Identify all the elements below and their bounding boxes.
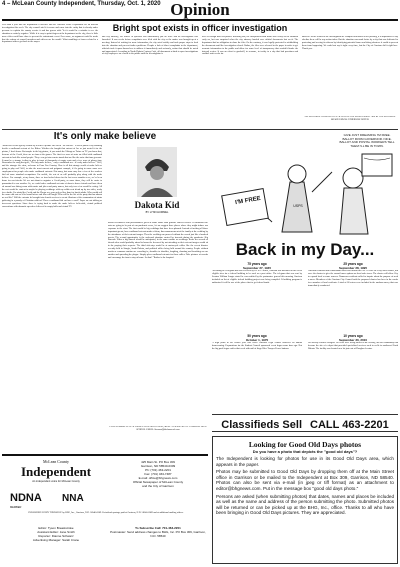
history-entry-2: [212, 334, 302, 410]
history-entry-title: 10 years ago: [343, 334, 363, 338]
history-entry-text: According to a telegram that was received by Dr. B.C. Brink, Garrison was included on the list of eligible sites for a federal building to be used as a post office. The telegram that was sent by Senator William Langer stated he was notified by the postmaster general this morning Garrison included on list of eligible federal building project now being compiled. If building program is authorized it will be one of the places first to get federal funds.: [212, 270, 302, 284]
editorial-col-1: Less than a year into the department's existence and the Garrison Police Department are an internal investigation this week. The city council said it is aware and came into the entity that is already under pressure to explain the county service it and has grown with. Yet it would be a mistake to see the situation as entirely negative. While it is easy to point fingers at the department or the city, there is little more either could have done to prevent the unfortunate event. Even more, an argument could be made that the actions of council members and officers are the model. What rumblings of issues related to a department officer got back to the mayor: [2, 24, 98, 44]
masthead-official-1: Official Newspaper of McLean County: [132, 480, 184, 484]
history-entry-text: Oil activity reached Douglas. No wells were being drilled in the vicinity, but the community had become the site of a depot that provided specialized services used in wells in northwest North Dakota. The facility was located on a lot just east of Douglas elevator.: [308, 342, 398, 350]
editorial-col-4: answers. While results of the investigation are compiled and answers are pending, it is impossible to say whether there will be any action taken. But the situation was made better by a city that was dedicated to protecting and serving its citizens by identifying potential issues and doing whatever it could to prevent them from happening. We could not say it right every time, but the City of Garrison did it right here. Thank you.: [302, 36, 398, 50]
nna-logo: NNA: [62, 493, 84, 504]
old-photos-p3: Persons are asked (when submitting photos) that dates, names and places be included as well as the name and address of the person submitting the photo. Submitted photos will be returned or can be picked up at the BHG, Inc., office. Thanks to all who have been bringing in Good Old Days pictures. They are appreciated.: [216, 493, 394, 516]
history-entry-1: [212, 262, 302, 332]
classifieds-label: Classifieds Sell: [221, 419, 303, 431]
history-headline: Back in my Day...: [235, 240, 375, 259]
staff-editor: Editor: Tyson Breaststroke: [38, 526, 74, 530]
masthead-address-1: 425 Main St. PO Box 309: [141, 460, 175, 464]
column-block: [2, 130, 208, 452]
column-col-1: About two weeks ago my cousin Ry sent me a picture she called "Joe and me." It was a photo of Ry standing beside a cardboard cut-out of Joe Biden. Whether she bought that cut-out of Joe or just rented it for the picture, I don't know. But maybe in the big picture, if you watch the Vikings or Twins on TV you know that, because of the Covid, there are no fans at the games. The first few rows of seats are filled with cardboard cut-outs to look like actual people. They even go into remote stands that are like the noise that fans generate. It must be a strange feeling to play in front of thousands of empty seats and a few rows of phony fans. Remember the song that goes, "It's only make believe," only a cardboard sea... it's only make believe." Well, and the stranger the virus, welcome to Faux Fan Country. How is all this strange world of make believe going to play out? Well, to take the most current and poignant example, if it's going to cause some new employment for people who make cardboard cut-outs. Not many, but some may lose a few of the workers laid off more standard occupations. For awhile, the rest of us will probably play along with the make believe. For example, at my house, three or four locked down for the last seven months or so, we've been home for our friends. We are not about to organize a Covid party, so some times, they will be easier to quarantined to one another. So, we could order cardboard cut-outs of about a dozen friends and have them sit around our dining room with music and jokes and party names, but only two of us would be eating. All the rest would be content to maybe be playing cerbbarge with my soldier-cut friend up by two sides, ready for a battle. I'm afraid the Covid and the Plague are your only sellers than for lunch adults. Who would roll the same odd cuts we'd be board before and who will laugh? Who will be the life of the party that has almost no real life? Will the cut-outs be brought into church services to create illusions of the communion of saints gathering in a parody of Christian soldiers? Does a cardboard kid cut have a soul? Popes are not talking as irreverent questions. Since there is trying hard to make the make believe believable, virtual political conventions with dramatic speeches delivered in empty halls and virtual TV: [2, 145, 102, 209]
classifieds-phone: CALL 463-2201: [310, 419, 389, 431]
history-entry-3: [308, 262, 398, 332]
masthead-fax: Fax: (701) 463-7487: [144, 472, 172, 476]
masthead-subscribe: [110, 526, 206, 538]
history-entry-date: September 27, 1945: [242, 266, 272, 270]
editorial-disclaimer: ALL EDITORIAL OPINIONS THAT APPEAR IN THE INDEPENDENT ARE BY THE EDITORIAL BOARD UNLESS OTHERWISE NOTED.: [304, 116, 396, 121]
history-entry-4: [308, 334, 398, 410]
editorial-headline: Bright spot exists in officer investigation: [112, 23, 288, 33]
history-entry-date: September 30, 2010: [338, 338, 368, 342]
classifieds-banner: [212, 414, 398, 432]
masthead-official-2: and the City of Garrison: [142, 484, 174, 488]
editorial-col-2: and city attorney, the officer in question was immediately put on leave and an investigation was launched. It was weeks before complaints were filed with the city or the matter was brought up at a meeting. Instead of waiting for more information, the city acted swiftly and took proper steps to look into the situation and prevent further problems. Despite a lack of direct complaints to the department, officials took it upon themselves to address it immediately and seriously, action that should be noted and appreciated. According to North Dakota Century Code, all documents related to open investigations of city employees are closed to the public until the investigation is: [102, 36, 198, 56]
masthead-name: Independent: [20, 464, 92, 479]
page-folio: 4 – McLean County Independent, Thursday, Oct. 1, 2020: [2, 1, 161, 7]
old-photos-box: [212, 436, 398, 564]
member-label: MEMBER: [10, 506, 22, 509]
cartoon-tag: USPS: [293, 204, 303, 208]
editorial-col-3: over or enough time has passed. Knowing this, the Independent staff didn't run a story on the situation early on, but was surprised when the city attorney handed over official documents last week. The department had no obligation to share the files. On the contrary, it was legally protected in withholding the documents until the investigation closed. Rather, the files were released to the paper in order to get accurate information to the public and allow for some level of transparency that wouldn't hinder the internal review. It was an effort in goodwill, to reassure, to testify to a city that had questions and couldn't wait weeks for: [202, 36, 298, 56]
page-header: [0, 0, 400, 22]
cartoon-sign: I'M FREE: [234, 195, 262, 207]
masthead-tagline: An independent voice for McLean County: [32, 480, 80, 483]
org-badge-1: [10, 488, 54, 509]
editorial-block: [2, 22, 398, 128]
editorial-cartoon: [212, 132, 398, 240]
column-col-2: award ceremonies with performances given at home rather than genuine concert venues. If cardboard cut-outs are going to be part of our pandemic scene, let me suggest three places where they might induce our exposure to the virus. The first would be big weddings that have been planned. Instead of inviting all those important guests, have cardboard cut-outs made of them, thus announcement of the family at the wedding by the attendance of their cut-out images. Then the wedding can proceed without the crowd just like a hundred guests. The second opportunity is the awkward situation created by funerals during the pandemic. Big funerals. When a big funeral would be anticipated, in the same routine as weddings. Invite the crowds of friends who would probably attend to honor the deceased by not attending so their cut-out images would sit in the praying their respects. The third side-step would be at motorcycle rallies like the recent disaster recently held in Sturgis, South Dakota, and political rallies being held around the country. People without masks or common caution are crowding in, shoulder to shoulder, laughing, shouting and breathing on one another and spreading the plague. Simply place cardboard cut-outs for those rallies. Take pictures of crowds and encourage the fans to stay at home. So that? "Bother is the hospital.: [108, 222, 208, 259]
history-entry-title: 75 years ago: [247, 262, 267, 266]
history-entry-title: 25 years ago: [343, 262, 363, 266]
masthead-county: McLean County: [42, 459, 70, 464]
postmaster-line: Postmaster: Send address changes to BHG, Inc. PO Box 309, Garrison, N.D. 58540: [110, 530, 206, 538]
old-photos-title: Looking for Good Old Days photos: [248, 440, 362, 449]
byline-author: BY LYNN HUMMEL: [145, 211, 169, 214]
header-rule: [2, 19, 398, 21]
column-contact: LYNN HUMMEL IS AN ATTORNEY IN DETROIT LAKES, MINN. A GRADUATE OF GARRISON HIGH SCHOOL. EMAIL: lhummel@thehummels.com: [109, 426, 207, 431]
history-entry-date: September 28, 1995: [338, 266, 368, 270]
masthead-contact: [110, 460, 206, 488]
subscribe-line: To Subscribe Call: 701-463-2201: [135, 526, 181, 530]
history-block: [212, 240, 398, 412]
history-entry-text: A high point in the school year was when Garrison High School observed an annual homecoming. Preparations for the Student Council sponsored event began some time ago. Not the big pack began earlier that week with nail of flags. Blue Trooper Power buttons.: [212, 342, 302, 350]
author-photo: [137, 147, 177, 197]
history-entry-text: Garrison residents didn't understand what was behind the Oct. 10 vote on a city sales charter, but were the charter to give the council more options on local rules taxes. The charter will allow City to expand local revenue sources. Numerous residents called to inquire about the purpose of such a move. Members of the Garrison City Council said the proposed charter has been in the works for a number of local residents. A total of 68 voters were included in the random survey that was immediately conducted.: [308, 270, 398, 287]
byline-name: Dakota Kid: [134, 200, 180, 210]
masthead-published: PUBLISHED EVERY THURSDAY by BHG, Inc., Garrison, N.D. 58540-0309. Periodicals postage paid at Garrison, N.D. 58540-0309 and at additional mailing offices.: [28, 512, 184, 514]
masthead-staff: [6, 526, 106, 542]
old-photos-p2: Photos may be submitted to Good Old Days by dropping them off at the Main Street office in Garrison or be mailed to the Independent at Box 309, Garrison, ND 58540. Photos can also be sent via e-mail (in jpeg or tiff format) as an attachment to editor@bhgnews.com. Put in the message box "good old days photo.": [216, 469, 394, 491]
staff-reporter: Reporter: Dianne Schwarz: [38, 534, 74, 538]
masthead-email: E-mail: office@bhgnews.com: [138, 476, 178, 480]
old-photos-subtitle: Do you have a photo that depicts the "good old days"?: [252, 449, 358, 454]
ndna-logo: NDNA: [10, 492, 42, 504]
masthead-phone: Ph: (701) 463-2201: [145, 468, 171, 472]
byline-box: [106, 145, 208, 219]
section-title: Opinion: [170, 0, 230, 19]
history-entry-date: October 1, 1970: [245, 338, 269, 342]
masthead-address-2: Garrison, ND 58540-0309: [140, 464, 176, 468]
column-headline: It's only make believe: [53, 131, 157, 142]
old-photos-p1: The Independent is looking for photos for use in its Good Old Days area, which appears in the paper.: [216, 456, 394, 467]
cartoon-caption: GIVE JUST DREAMING I'M FREE. BALLOT FROM GOVERNOR. NICE. BALLOT AND POSTAL WORKERS TELL THEM I'LL BE IN TOWN.: [339, 133, 395, 148]
staff-assistant: Assistant Editor: Jane Smith: [37, 530, 75, 534]
staff-ads: Advertising Manager: Sarah Crane: [32, 538, 80, 542]
org-badge-2: [62, 488, 102, 506]
history-entry-title: 50 years ago: [247, 334, 267, 338]
masthead-block: [2, 454, 208, 566]
